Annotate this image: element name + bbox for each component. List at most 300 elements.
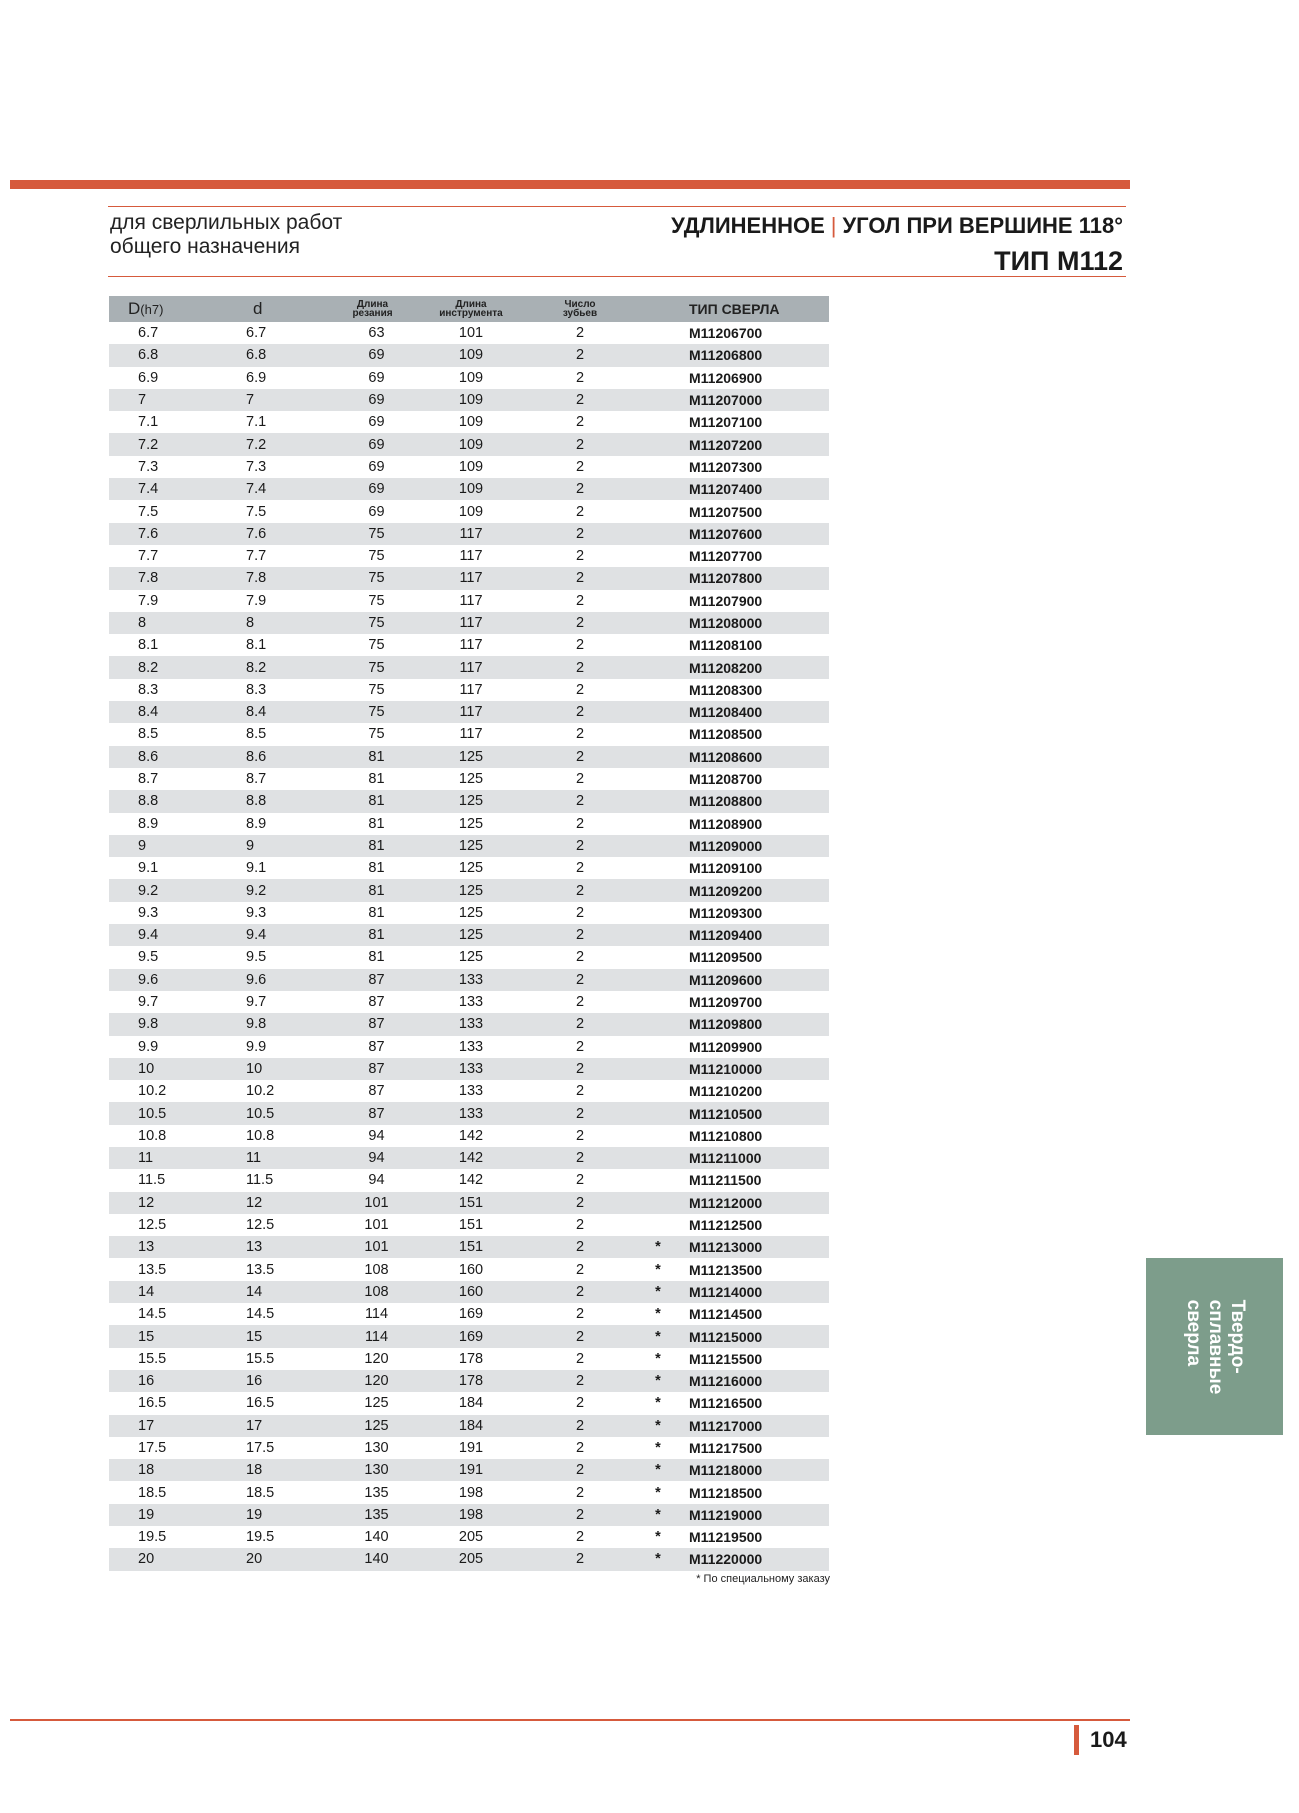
cell-d: 8.8 [223,790,324,812]
cell-D: 7.9 [109,590,223,612]
cell-flutes: 2 [521,590,639,612]
cell-type: M11209400 [677,924,829,946]
cell-note [639,367,677,389]
cell-d: 7.5 [223,500,324,522]
cell-d: 16.5 [223,1392,324,1414]
col-header-D: D(h7) [109,296,223,322]
cell-tool-length: 178 [421,1370,521,1392]
cell-d: 9.3 [223,902,324,924]
cell-type: M11214500 [677,1303,829,1325]
cell-cut-length: 94 [324,1169,421,1191]
cell-D: 16 [109,1370,223,1392]
side-section-tab[interactable] [1146,1258,1283,1435]
table-row [109,1102,829,1124]
cell-note [639,969,677,991]
cell-tool-length: 133 [421,969,521,991]
cell-flutes: 2 [521,924,639,946]
page-number: 104 [1090,1727,1127,1752]
cell-D: 8.8 [109,790,223,812]
table-row [109,679,829,701]
cell-cut-length: 114 [324,1325,421,1347]
cell-cut-length: 87 [324,1080,421,1102]
cell-note [639,701,677,723]
table-row [109,545,829,567]
cell-tool-length: 101 [421,322,521,344]
cell-cut-length: 114 [324,1303,421,1325]
cell-note [639,500,677,522]
cell-cut-length: 87 [324,1036,421,1058]
col-header-type: ТИП СВЕРЛА [677,296,829,322]
cell-D: 14.5 [109,1303,223,1325]
table-row [109,1415,829,1437]
table-row [109,1325,829,1347]
cell-D: 9.7 [109,991,223,1013]
table-header-row [109,296,829,322]
cell-cut-length: 135 [324,1504,421,1526]
cell-tool-length: 125 [421,857,521,879]
cell-type: M11209900 [677,1036,829,1058]
cell-note [639,1080,677,1102]
cell-d: 8.1 [223,634,324,656]
table-row [109,456,829,478]
cell-d: 13.5 [223,1258,324,1280]
cell-d: 7.4 [223,478,324,500]
cell-flutes: 2 [521,1548,639,1570]
cell-type: M11220000 [677,1548,829,1570]
cell-D: 7.2 [109,433,223,455]
cell-type: M11213500 [677,1258,829,1280]
cell-D: 17 [109,1415,223,1437]
table-row [109,1459,829,1481]
cell-flutes: 2 [521,879,639,901]
cell-flutes: 2 [521,679,639,701]
cell-cut-length: 125 [324,1392,421,1414]
cell-note [639,835,677,857]
cell-tool-length: 178 [421,1348,521,1370]
cell-note: * [639,1437,677,1459]
cell-d: 6.8 [223,344,324,366]
cell-D: 20 [109,1548,223,1570]
cell-note [639,1036,677,1058]
top-divider [108,206,1126,207]
cell-note [639,456,677,478]
cell-note [639,1214,677,1236]
subtitle-line-2: общего назначения [110,235,300,258]
cell-note: * [639,1392,677,1414]
cell-flutes: 2 [521,1437,639,1459]
cell-type: M11216000 [677,1370,829,1392]
cell-tool-length: 184 [421,1392,521,1414]
cell-type: M11208300 [677,679,829,701]
cell-d: 19.5 [223,1526,324,1548]
title-line [671,213,1123,239]
cell-cut-length: 120 [324,1370,421,1392]
cell-flutes: 2 [521,991,639,1013]
cell-note [639,679,677,701]
cell-D: 18 [109,1459,223,1481]
cell-D: 19.5 [109,1526,223,1548]
cell-tool-length: 125 [421,902,521,924]
cell-tool-length: 133 [421,991,521,1013]
cell-cut-length: 69 [324,456,421,478]
table-row [109,322,829,344]
cell-type: M11209200 [677,879,829,901]
cell-type: M11209000 [677,835,829,857]
cell-cut-length: 81 [324,879,421,901]
cell-flutes: 2 [521,1415,639,1437]
cell-type: M11209800 [677,1013,829,1035]
cell-tool-length: 133 [421,1102,521,1124]
cell-d: 8.7 [223,768,324,790]
cell-tool-length: 133 [421,1080,521,1102]
cell-flutes: 2 [521,1258,639,1280]
cell-D: 7.6 [109,523,223,545]
cell-tool-length: 109 [421,478,521,500]
cell-cut-length: 75 [324,679,421,701]
cell-note: * [639,1415,677,1437]
cell-D: 13 [109,1236,223,1258]
cell-cut-length: 81 [324,857,421,879]
cell-d: 8.3 [223,679,324,701]
cell-d: 8.5 [223,723,324,745]
cell-type: M11208900 [677,813,829,835]
table-row [109,1281,829,1303]
cell-D: 10.2 [109,1080,223,1102]
table-row [109,723,829,745]
cell-cut-length: 81 [324,813,421,835]
cell-flutes: 2 [521,367,639,389]
cell-type: M11206800 [677,344,829,366]
cell-flutes: 2 [521,1058,639,1080]
cell-tool-length: 133 [421,1058,521,1080]
cell-D: 8.1 [109,634,223,656]
cell-d: 14 [223,1281,324,1303]
cell-tool-length: 169 [421,1303,521,1325]
cell-tool-length: 151 [421,1192,521,1214]
cell-note [639,1102,677,1124]
cell-cut-length: 101 [324,1192,421,1214]
cell-cut-length: 81 [324,924,421,946]
cell-type: M11208700 [677,768,829,790]
cell-flutes: 2 [521,523,639,545]
col-header-d: d [223,296,324,322]
cell-D: 7.3 [109,456,223,478]
cell-cut-length: 140 [324,1526,421,1548]
cell-tool-length: 142 [421,1147,521,1169]
cell-flutes: 2 [521,746,639,768]
cell-tool-length: 142 [421,1169,521,1191]
cell-tool-length: 109 [421,500,521,522]
cell-d: 9.9 [223,1036,324,1058]
table-row [109,1147,829,1169]
cell-d: 7.8 [223,567,324,589]
cell-d: 7.3 [223,456,324,478]
cell-d: 13 [223,1236,324,1258]
cell-cut-length: 130 [324,1459,421,1481]
cell-cut-length: 75 [324,612,421,634]
cell-d: 7.6 [223,523,324,545]
col-header-tool-length: Длина инструмента [421,296,521,322]
cell-d: 9.1 [223,857,324,879]
table-row [109,879,829,901]
cell-type: M11210000 [677,1058,829,1080]
cell-tool-length: 117 [421,679,521,701]
cell-flutes: 2 [521,1303,639,1325]
cell-D: 7.1 [109,411,223,433]
cell-D: 14 [109,1281,223,1303]
cell-d: 8.6 [223,746,324,768]
table-row [109,634,829,656]
title-angle: УГОЛ ПРИ ВЕРШИНЕ 118° [842,213,1123,238]
cell-type: M11212500 [677,1214,829,1236]
cell-tool-length: 205 [421,1548,521,1570]
col-header-note [639,296,677,322]
cell-tool-length: 142 [421,1125,521,1147]
cell-d: 7 [223,389,324,411]
cell-d: 18 [223,1459,324,1481]
table-row [109,389,829,411]
table-row [109,656,829,678]
cell-tool-length: 109 [421,456,521,478]
cell-flutes: 2 [521,1481,639,1503]
cell-D: 18.5 [109,1481,223,1503]
cell-D: 9.1 [109,857,223,879]
cell-d: 6.7 [223,322,324,344]
cell-D: 6.9 [109,367,223,389]
cell-cut-length: 94 [324,1125,421,1147]
cell-tool-length: 198 [421,1504,521,1526]
col-header-cut-length: Длина резания [324,296,421,322]
cell-cut-length: 120 [324,1348,421,1370]
table-row [109,835,829,857]
cell-cut-length: 69 [324,478,421,500]
cell-D: 15 [109,1325,223,1347]
cell-cut-length: 101 [324,1214,421,1236]
cell-type: M11208600 [677,746,829,768]
cell-note: * [639,1236,677,1258]
table-row [109,567,829,589]
cell-cut-length: 87 [324,969,421,991]
cell-note: * [639,1258,677,1280]
cell-D: 9.3 [109,902,223,924]
table-row [109,746,829,768]
section-subtitle [110,211,342,259]
cell-D: 8.3 [109,679,223,701]
cell-type: M11218000 [677,1459,829,1481]
cell-note [639,656,677,678]
cell-D: 8.7 [109,768,223,790]
cell-flutes: 2 [521,902,639,924]
cell-type: M11209300 [677,902,829,924]
cell-d: 17.5 [223,1437,324,1459]
cell-flutes: 2 [521,634,639,656]
cell-tool-length: 125 [421,879,521,901]
table-row [109,1348,829,1370]
cell-flutes: 2 [521,969,639,991]
table-row [109,1548,829,1570]
cell-flutes: 2 [521,456,639,478]
cell-tool-length: 133 [421,1013,521,1035]
table-row [109,924,829,946]
cell-note [639,545,677,567]
table-row [109,1080,829,1102]
cell-note [639,1192,677,1214]
cell-flutes: 2 [521,1102,639,1124]
cell-type: M11207100 [677,411,829,433]
cell-D: 7.8 [109,567,223,589]
table-row [109,1437,829,1459]
cell-D: 9.2 [109,879,223,901]
cell-D: 6.8 [109,344,223,366]
cell-D: 9.8 [109,1013,223,1035]
cell-flutes: 2 [521,389,639,411]
cell-note [639,344,677,366]
cell-flutes: 2 [521,1348,639,1370]
cell-tool-length: 169 [421,1325,521,1347]
cell-cut-length: 125 [324,1415,421,1437]
table-row [109,1370,829,1392]
cell-D: 13.5 [109,1258,223,1280]
cell-d: 8.9 [223,813,324,835]
cell-D: 7.7 [109,545,223,567]
cell-d: 14.5 [223,1303,324,1325]
cell-tool-length: 151 [421,1236,521,1258]
table-row [109,1125,829,1147]
cell-note [639,322,677,344]
cell-flutes: 2 [521,322,639,344]
cell-d: 20 [223,1548,324,1570]
cell-note [639,723,677,745]
cell-flutes: 2 [521,1125,639,1147]
cell-flutes: 2 [521,433,639,455]
cell-type: M11209100 [677,857,829,879]
cell-flutes: 2 [521,500,639,522]
cell-tool-length: 133 [421,1036,521,1058]
cell-tool-length: 125 [421,813,521,835]
cell-note: * [639,1481,677,1503]
cell-type: M11209600 [677,969,829,991]
cell-D: 19 [109,1504,223,1526]
cell-type: M11211000 [677,1147,829,1169]
cell-flutes: 2 [521,701,639,723]
table-row [109,902,829,924]
cell-cut-length: 69 [324,344,421,366]
cell-D: 8 [109,612,223,634]
cell-d: 7.1 [223,411,324,433]
cell-note [639,768,677,790]
cell-note: * [639,1281,677,1303]
cell-cut-length: 75 [324,545,421,567]
cell-note [639,924,677,946]
cell-type: M11207000 [677,389,829,411]
cell-D: 10.8 [109,1125,223,1147]
table-row [109,1236,829,1258]
cell-cut-length: 75 [324,701,421,723]
type-title: ТИП М112 [994,246,1123,276]
cell-D: 8.5 [109,723,223,745]
table-row [109,1036,829,1058]
cell-cut-length: 108 [324,1281,421,1303]
cell-flutes: 2 [521,1459,639,1481]
table-row [109,500,829,522]
cell-cut-length: 75 [324,656,421,678]
cell-cut-length: 69 [324,411,421,433]
cell-type: M11206900 [677,367,829,389]
cell-cut-length: 87 [324,1102,421,1124]
cell-d: 9.8 [223,1013,324,1035]
cell-type: M11208800 [677,790,829,812]
cell-cut-length: 108 [324,1258,421,1280]
cell-tool-length: 205 [421,1526,521,1548]
cell-d: 9.2 [223,879,324,901]
cell-cut-length: 81 [324,768,421,790]
cell-type: M11209700 [677,991,829,1013]
cell-type: M11207500 [677,500,829,522]
cell-flutes: 2 [521,1392,639,1414]
table-row [109,590,829,612]
cell-type: M11207300 [677,456,829,478]
cell-D: 9.4 [109,924,223,946]
cell-cut-length: 75 [324,723,421,745]
cell-note [639,813,677,835]
cell-type: M11218500 [677,1481,829,1503]
cell-tool-length: 125 [421,790,521,812]
table-row [109,1169,829,1191]
table-row [109,344,829,366]
cell-flutes: 2 [521,344,639,366]
cell-type: M11210200 [677,1080,829,1102]
cell-flutes: 2 [521,857,639,879]
cell-D: 6.7 [109,322,223,344]
cell-flutes: 2 [521,656,639,678]
cell-d: 10.2 [223,1080,324,1102]
cell-tool-length: 117 [421,523,521,545]
cell-D: 11 [109,1147,223,1169]
cell-note [639,1169,677,1191]
table-row [109,1258,829,1280]
cell-type: M11208200 [677,656,829,678]
cell-d: 19 [223,1504,324,1526]
cell-tool-length: 191 [421,1459,521,1481]
cell-tool-length: 109 [421,344,521,366]
cell-flutes: 2 [521,768,639,790]
cell-note [639,478,677,500]
cell-type: M11207800 [677,567,829,589]
table-row [109,1013,829,1035]
col-header-flutes: Число зубьев [521,296,639,322]
cell-tool-length: 117 [421,723,521,745]
cell-note [639,790,677,812]
cell-cut-length: 101 [324,1236,421,1258]
cell-D: 9.6 [109,969,223,991]
cell-note [639,946,677,968]
cell-flutes: 2 [521,1080,639,1102]
cell-type: M11214000 [677,1281,829,1303]
cell-d: 12.5 [223,1214,324,1236]
cell-note [639,902,677,924]
cell-tool-length: 109 [421,433,521,455]
cell-tool-length: 184 [421,1415,521,1437]
table-row [109,1303,829,1325]
cell-cut-length: 81 [324,790,421,812]
cell-cut-length: 63 [324,322,421,344]
cell-D: 12 [109,1192,223,1214]
cell-flutes: 2 [521,545,639,567]
cell-tool-length: 125 [421,835,521,857]
cell-cut-length: 75 [324,634,421,656]
cell-note: * [639,1459,677,1481]
cell-d: 10 [223,1058,324,1080]
